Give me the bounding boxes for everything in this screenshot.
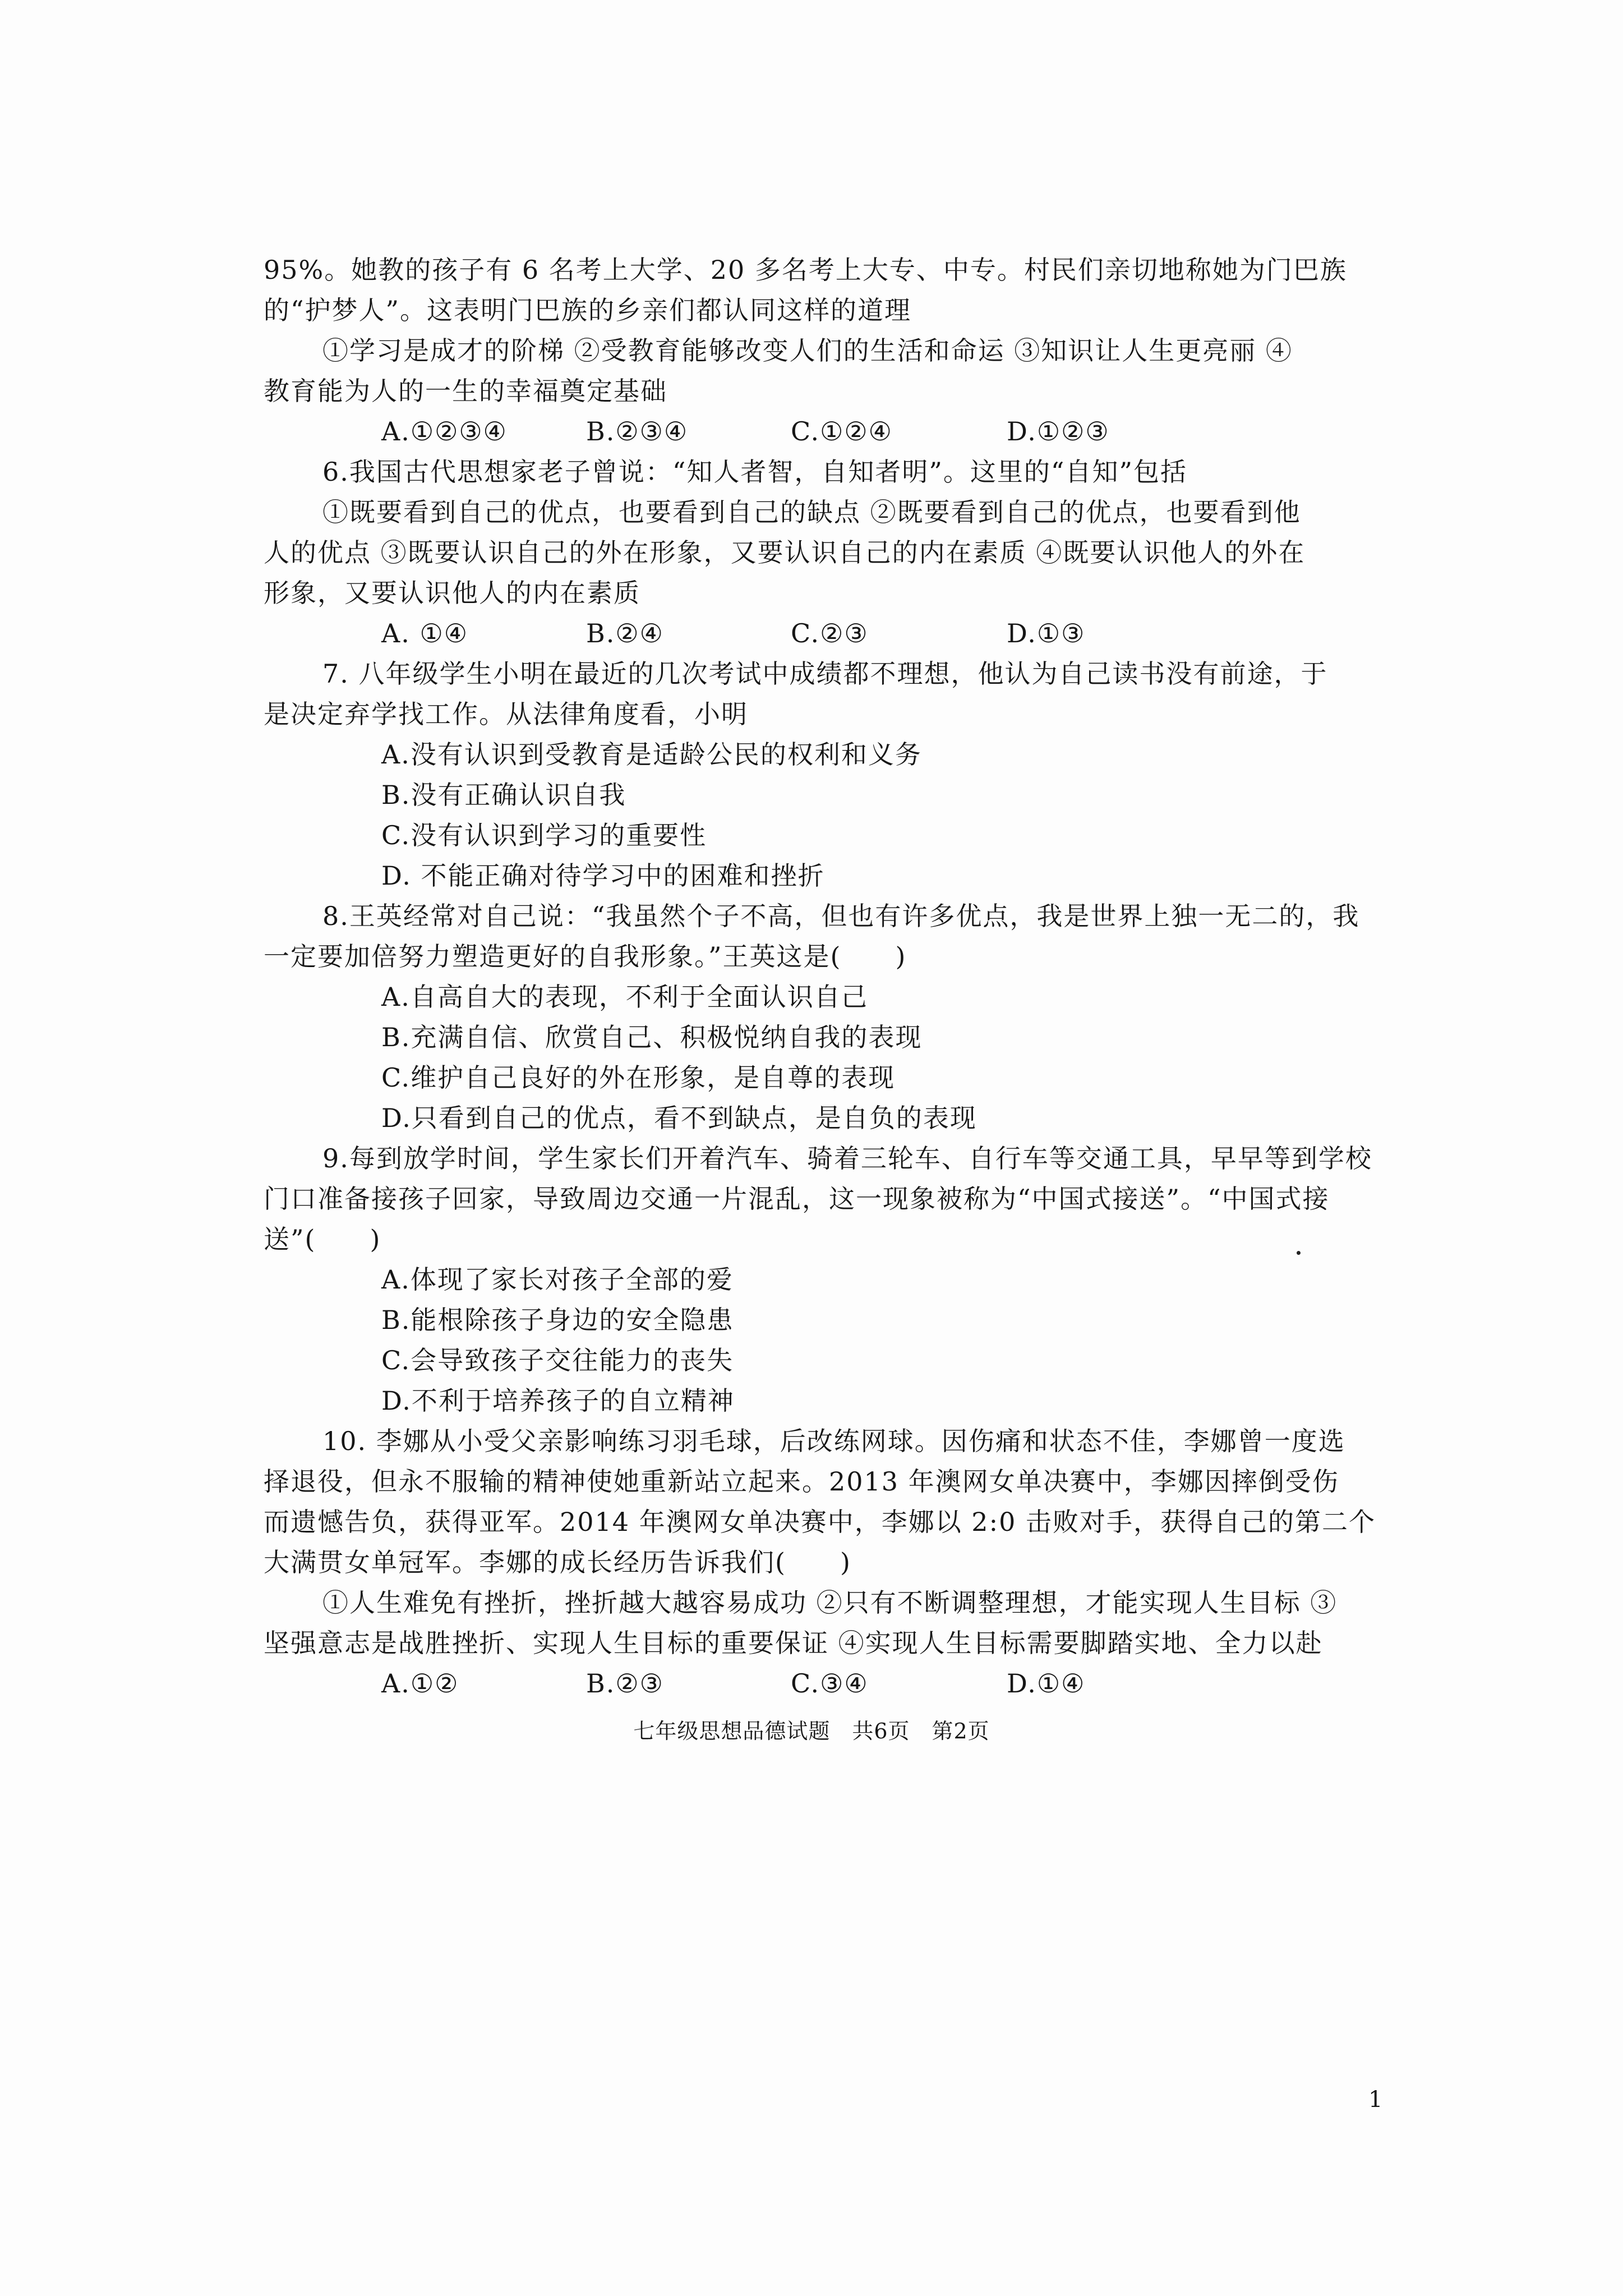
- question-7-stem: 是决定弃学找工作。从法律角度看，小明: [264, 699, 748, 729]
- question-9-stem: 门口准备接孩子回家，导致周边交通一片混乱，这一现象被称为“中国式接送”。“中国式接: [264, 1184, 1330, 1214]
- intro-statement: ①学习是成才的阶梯 ②受教育能够改变人们的生活和命运 ③知识让人生更亮丽 ④: [322, 335, 1293, 366]
- scan-speck: [1297, 1251, 1301, 1255]
- option-d: D.①④: [1007, 1668, 1086, 1699]
- question-8-choice-a: A.自高自大的表现，不利于全面认识自己: [381, 982, 868, 1012]
- question-9-choice-a: A.体现了家长对孩子全部的爱: [381, 1264, 734, 1295]
- page-number: 1: [1368, 2087, 1383, 2113]
- question-10-statement: 坚强意志是战胜挫折、实现人生目标的重要保证 ④实现人生目标需要脚踏实地、全力以赴: [264, 1628, 1323, 1658]
- question-6-statement: 形象，又要认识他人的内在素质: [264, 578, 640, 608]
- question-8-stem: 一定要加倍努力塑造更好的自我形象。”王英这是( ): [264, 941, 907, 972]
- question-9-stem: 送”( ): [264, 1224, 381, 1254]
- question-9-choice-b: B.能根除孩子身边的安全隐患: [381, 1305, 734, 1335]
- question-6-stem: 6.我国古代思想家老子曾说：“知人者智，自知者明”。这里的“自知”包括: [322, 457, 1187, 487]
- option-b: B.②③: [586, 1668, 664, 1699]
- question-6-statement: ①既要看到自己的优点，也要看到自己的缺点 ②既要看到自己的优点，也要看到他: [322, 497, 1301, 527]
- intro-line: 95%。她教的孩子有 6 名考上大学、20 多名考上大专、中专。村民们亲切地称她为门巴族: [264, 255, 1347, 285]
- question-10-stem: 大满贯女单冠军。李娜的成长经历告诉我们( ): [264, 1547, 851, 1577]
- option-b: B.②④: [586, 618, 664, 648]
- question-8-choice-c: C.维护自己良好的外在形象，是自尊的表现: [381, 1062, 896, 1093]
- question-content: [264, 250, 1376, 1704]
- option-d: D.①②③: [1007, 416, 1110, 447]
- option-d: D.①③: [1007, 618, 1086, 648]
- question-8-choice-d: D.只看到自己的优点，看不到缺点，是自负的表现: [381, 1103, 977, 1133]
- option-a: A.①②③④: [381, 416, 508, 447]
- question-10-statement: ①人生难免有挫折，挫折越大越容易成功 ②只有不断调整理想，才能实现人生目标 ③: [322, 1588, 1338, 1618]
- question-9-choice-d: D.不利于培养孩子的自立精神: [381, 1386, 735, 1416]
- question-10-stem: 而遗憾告负，获得亚军。2014 年澳网女单决赛中，李娜以 2:0 击败对手，获得自己的第二个: [264, 1507, 1376, 1537]
- question-10-stem: 择退役，但永不服输的精神使她重新站立起来。2013 年澳网女单决赛中，李娜因摔倒受伤: [264, 1466, 1339, 1497]
- question-7-choice-b: B.没有正确认识自我: [381, 780, 626, 810]
- question-10-stem: 10. 李娜从小受父亲影响练习羽毛球，后改练网球。因伤痛和状态不佳，李娜曾一度选: [322, 1426, 1345, 1456]
- intro-statement: 教育能为人的一生的幸福奠定基础: [264, 376, 667, 406]
- question-8-choice-b: B.充满自信、欣赏自己、积极悦纳自我的表现: [381, 1022, 923, 1052]
- question-7-choice-c: C.没有认识到学习的重要性: [381, 820, 707, 850]
- option-a: A. ①④: [381, 618, 468, 648]
- option-b: B.②③④: [586, 416, 689, 447]
- question-8-stem: 8.王英经常对自己说：“我虽然个子不高，但也有许多优点，我是世界上独一无二的，我: [322, 901, 1360, 931]
- option-a: A.①②: [381, 1668, 459, 1699]
- question-6-options: [264, 613, 1357, 654]
- option-c: C.②③: [791, 618, 869, 648]
- question-7-choice-a: A.没有认识到受教育是适龄公民的权利和义务: [381, 739, 922, 770]
- intro-line: 的“护梦人”。这表明门巴族的乡亲们都认同这样的道理: [264, 295, 912, 325]
- option-c: C.③④: [791, 1668, 869, 1699]
- option-c: C.①②④: [791, 416, 893, 447]
- question-7-choice-d: D. 不能正确对待学习中的困难和挫折: [381, 861, 825, 891]
- intro-options: [264, 411, 1357, 452]
- question-9-stem: 9.每到放学时间，学生家长们开着汽车、骑着三轮车、自行车等交通工具，早早等到学校: [322, 1143, 1372, 1174]
- question-7-stem: 7. 八年级学生小明在最近的几次考试中成绩都不理想，他认为自己读书没有前途，于: [322, 659, 1328, 689]
- page-footer: 七年级思想品德试题 共6页 第2页: [633, 1719, 990, 1743]
- question-9-choice-c: C.会导致孩子交往能力的丧失: [381, 1345, 734, 1375]
- question-6-statement: 人的优点 ③既要认识自己的外在形象，又要认识自己的内在素质 ④既要认识他人的外在: [264, 537, 1306, 568]
- question-10-options: [264, 1663, 1357, 1704]
